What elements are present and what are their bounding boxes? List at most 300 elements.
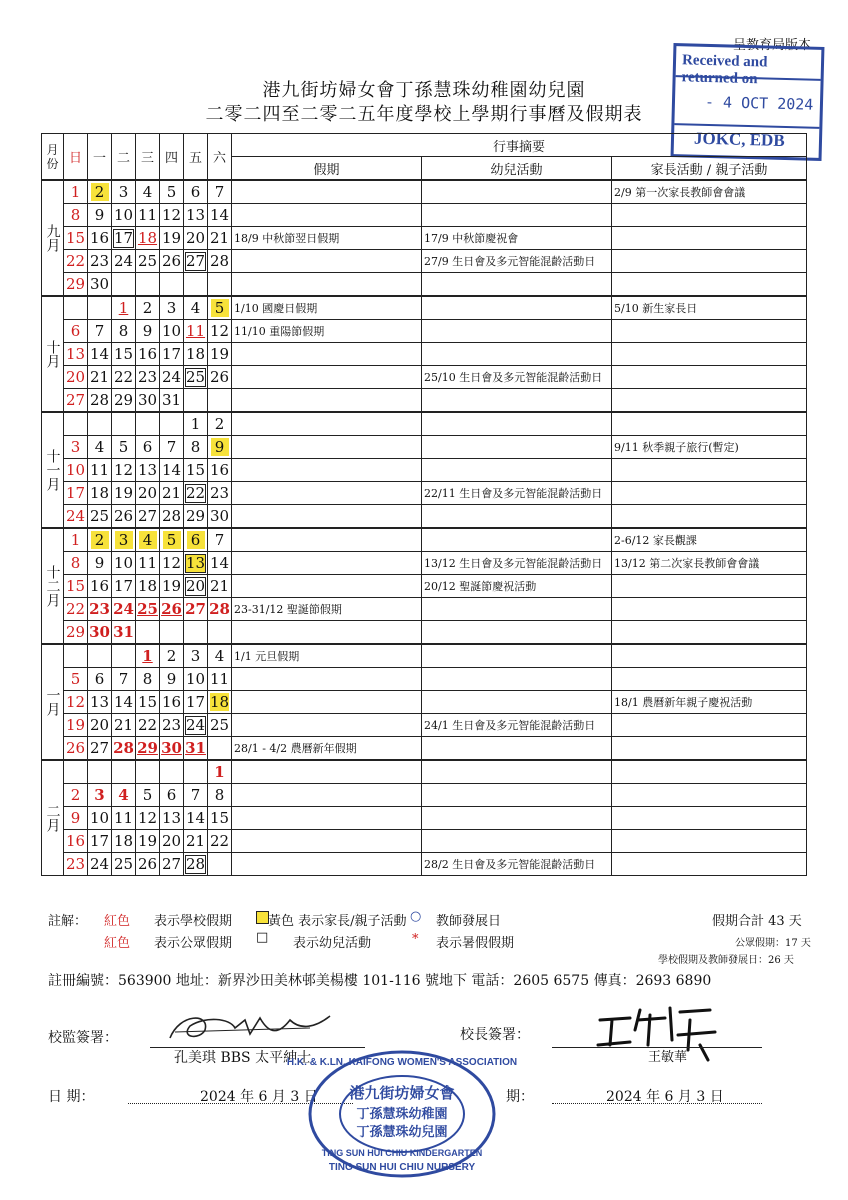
- day-cell: [136, 389, 160, 413]
- holiday-entry: [232, 691, 422, 714]
- day-cell: [208, 528, 232, 552]
- day-number: 2: [70, 786, 81, 804]
- day-cell: [64, 644, 88, 668]
- day-number: 28: [161, 507, 182, 525]
- day-cell: [64, 621, 88, 645]
- holiday-entry: [232, 505, 422, 529]
- day-number: 25: [137, 252, 158, 270]
- day-cell: [160, 737, 184, 761]
- activity-entry: [422, 296, 612, 320]
- day-header-thu: 四: [160, 134, 184, 181]
- day-cell: [88, 482, 112, 505]
- day-cell: [208, 621, 232, 645]
- day-number: 7: [94, 322, 105, 340]
- day-cell: [184, 760, 208, 784]
- day-number: 31: [161, 391, 182, 409]
- day-number: 25: [185, 367, 206, 386]
- day-number: 8: [190, 438, 201, 456]
- day-cell: [136, 830, 160, 853]
- day-number: 22: [185, 483, 206, 502]
- day-number: 23: [137, 368, 158, 386]
- day-number: 5: [142, 786, 153, 804]
- parent-activity-entry: [612, 204, 807, 227]
- week-row: [42, 575, 807, 598]
- day-cell: [160, 459, 184, 482]
- day-number: 19: [209, 345, 230, 363]
- activity-header: 幼兒活動: [422, 157, 612, 181]
- version-note: 呈教育局版本: [733, 38, 812, 53]
- day-cell: [64, 273, 88, 297]
- parent-activity-entry: 2-6/12 家長觀課: [612, 528, 807, 552]
- day-number: 10: [113, 554, 134, 572]
- day-cell: [88, 714, 112, 737]
- seal-outer-bottom: TING SUN HUI CHIU KINDERGARTEN: [321, 1148, 483, 1158]
- day-number: 20: [65, 368, 86, 386]
- day-number: 4: [94, 438, 105, 456]
- legend-summer-holiday-text: 表示暑假假期: [436, 936, 515, 951]
- day-cell: [136, 250, 160, 273]
- principal-name: 王敏華: [648, 1050, 688, 1065]
- parent-activity-entry: [612, 784, 807, 807]
- day-cell: [160, 552, 184, 575]
- holiday-header: 假期: [232, 157, 422, 181]
- activity-entry: 17/9 中秋節慶祝會: [422, 227, 612, 250]
- day-number: 16: [65, 832, 86, 850]
- day-cell: [136, 505, 160, 529]
- day-number: 4: [118, 786, 129, 804]
- day-cell: [112, 296, 136, 320]
- day-cell: [208, 389, 232, 413]
- day-number: 8: [142, 670, 153, 688]
- day-cell: [160, 668, 184, 691]
- day-cell: [160, 180, 184, 204]
- day-header-mon: 一: [88, 134, 112, 181]
- day-number: 7: [214, 183, 225, 201]
- day-cell: [208, 343, 232, 366]
- day-number: 25: [89, 507, 110, 525]
- holiday-entry: [232, 366, 422, 389]
- day-number: 22: [113, 368, 134, 386]
- week-row: [42, 505, 807, 529]
- activity-entry: 28/2 生日會及多元智能混齡活動日: [422, 853, 612, 876]
- day-cell: [112, 343, 136, 366]
- week-row: [42, 552, 807, 575]
- day-number: 3: [115, 531, 133, 549]
- day-number: 27: [185, 251, 206, 270]
- day-cell: [112, 412, 136, 436]
- day-cell: [112, 784, 136, 807]
- day-cell: [184, 575, 208, 598]
- parent-activity-entry: [612, 737, 807, 761]
- week-row: [42, 204, 807, 227]
- day-number: 10: [65, 461, 86, 479]
- day-number: 23: [65, 855, 86, 873]
- week-row: [42, 250, 807, 273]
- holiday-entry: 23-31/12 聖誕節假期: [232, 598, 422, 621]
- day-cell: [208, 366, 232, 389]
- day-number: 23: [89, 252, 110, 270]
- parent-activity-entry: [612, 366, 807, 389]
- day-number: 22: [137, 716, 158, 734]
- day-cell: [112, 180, 136, 204]
- parent-activity-entry: 9/11 秋季親子旅行(暫定): [612, 436, 807, 459]
- day-cell: [88, 598, 112, 621]
- day-number: 13: [89, 693, 110, 711]
- day-number: 12: [137, 809, 158, 827]
- day-number: 21: [89, 368, 110, 386]
- day-number: 13: [185, 206, 206, 224]
- parent-activity-entry: [612, 644, 807, 668]
- day-cell: [112, 436, 136, 459]
- day-cell: [112, 389, 136, 413]
- day-number: 9: [142, 322, 153, 340]
- day-cell: [88, 180, 112, 204]
- day-number: 17: [113, 577, 134, 595]
- day-number: 22: [65, 252, 86, 270]
- day-cell: [88, 227, 112, 250]
- day-cell: [184, 320, 208, 343]
- day-cell: [88, 204, 112, 227]
- day-number: 3: [190, 647, 201, 665]
- holiday-total: 假期合計 43 天: [712, 914, 802, 929]
- day-cell: [136, 737, 160, 761]
- day-number: 21: [209, 229, 230, 247]
- day-cell: [208, 784, 232, 807]
- day-cell: [184, 598, 208, 621]
- day-cell: [88, 621, 112, 645]
- day-number: 14: [161, 461, 182, 479]
- activity-entry: 25/10 生日會及多元智能混齡活動日: [422, 366, 612, 389]
- day-cell: [64, 528, 88, 552]
- day-cell: [88, 737, 112, 761]
- day-cell: [208, 273, 232, 297]
- day-cell: [208, 644, 232, 668]
- day-cell: [112, 830, 136, 853]
- day-cell: [136, 482, 160, 505]
- day-cell: [136, 366, 160, 389]
- day-cell: [88, 830, 112, 853]
- seal-line2: 丁孫慧珠幼稚園: [356, 1107, 448, 1122]
- day-cell: [160, 575, 184, 598]
- parent-activity-entry: [612, 830, 807, 853]
- day-number: 26: [137, 855, 158, 873]
- day-cell: [208, 412, 232, 436]
- day-cell: [208, 737, 232, 761]
- day-number: 12: [161, 554, 182, 572]
- day-number: 3: [94, 786, 105, 804]
- day-number: 13: [137, 461, 158, 479]
- holiday-entry: [232, 853, 422, 876]
- day-cell: [160, 714, 184, 737]
- day-cell: [88, 644, 112, 668]
- day-cell: [160, 621, 184, 645]
- date-right: 2024 年 6 月 3 日: [606, 1089, 724, 1105]
- day-cell: [64, 204, 88, 227]
- week-row: [42, 180, 807, 204]
- stamp-received-text: Received and returned on: [681, 52, 768, 88]
- day-number: 27: [65, 391, 86, 409]
- day-number: 25: [137, 600, 158, 618]
- seal-line1: 港九街坊婦女會: [349, 1084, 455, 1102]
- day-cell: [208, 714, 232, 737]
- day-cell: [184, 459, 208, 482]
- day-number: 13: [161, 809, 182, 827]
- day-cell: [64, 691, 88, 714]
- parent-activity-entry: [612, 389, 807, 413]
- day-cell: [136, 760, 160, 784]
- day-number: 3: [70, 438, 81, 456]
- day-cell: [64, 389, 88, 413]
- day-number: 24: [65, 507, 86, 525]
- day-cell: [208, 552, 232, 575]
- day-number: 10: [161, 322, 182, 340]
- day-cell: [136, 552, 160, 575]
- day-cell: [64, 760, 88, 784]
- day-cell: [184, 784, 208, 807]
- day-cell: [112, 250, 136, 273]
- day-cell: [88, 296, 112, 320]
- day-cell: [184, 436, 208, 459]
- holiday-entry: 1/10 國慶日假期: [232, 296, 422, 320]
- holiday-entry: 28/1 - 4/2 農曆新年假期: [232, 737, 422, 761]
- day-number: 26: [161, 252, 182, 270]
- day-number: 24: [113, 252, 134, 270]
- day-number: 25: [113, 855, 134, 873]
- day-number: 28: [185, 854, 206, 873]
- day-cell: [160, 807, 184, 830]
- day-cell: [64, 668, 88, 691]
- holiday-entry: [232, 830, 422, 853]
- day-cell: [160, 366, 184, 389]
- day-number: 1: [70, 183, 81, 201]
- day-cell: [112, 528, 136, 552]
- day-cell: [160, 528, 184, 552]
- legend-red-public: 紅色: [104, 936, 131, 951]
- day-cell: [208, 204, 232, 227]
- day-cell: [184, 482, 208, 505]
- day-cell: [64, 784, 88, 807]
- day-cell: [208, 760, 232, 784]
- day-cell: [64, 807, 88, 830]
- day-number: 17: [89, 832, 110, 850]
- holiday-entry: 11/10 重陽節假期: [232, 320, 422, 343]
- holiday-entry: [232, 528, 422, 552]
- day-cell: [136, 343, 160, 366]
- box-icon: □: [256, 930, 269, 945]
- date-line-right: [552, 1103, 762, 1104]
- day-cell: [112, 807, 136, 830]
- day-number: 11: [113, 809, 134, 827]
- parent-header: 家長活動 / 親子活動: [612, 157, 807, 181]
- day-number: 16: [161, 693, 182, 711]
- day-number: 19: [113, 484, 134, 502]
- parent-activity-entry: [612, 273, 807, 297]
- day-cell: [64, 250, 88, 273]
- day-cell: [160, 830, 184, 853]
- day-cell: [64, 598, 88, 621]
- week-row: [42, 482, 807, 505]
- day-cell: [136, 320, 160, 343]
- day-cell: [64, 482, 88, 505]
- parent-activity-entry: [612, 250, 807, 273]
- day-number: 27: [161, 855, 182, 873]
- day-cell: [112, 366, 136, 389]
- legend-school-holiday-text: 表示學校假期: [154, 914, 233, 929]
- day-cell: [64, 505, 88, 529]
- activity-entry: 13/12 生日會及多元智能混齡活動日: [422, 552, 612, 575]
- day-number: 30: [161, 739, 182, 757]
- week-row: [42, 760, 807, 784]
- day-number: 23: [161, 716, 182, 734]
- seal-bottom: TING SUN HUI CHIU NURSERY: [328, 1162, 476, 1173]
- day-cell: [112, 273, 136, 297]
- day-cell: [208, 296, 232, 320]
- day-number: 4: [214, 647, 225, 665]
- legend-child-activity-text: 表示幼兒活動: [293, 936, 372, 951]
- week-row: [42, 273, 807, 297]
- day-number: 5: [118, 438, 129, 456]
- day-cell: [64, 227, 88, 250]
- day-cell: [208, 807, 232, 830]
- day-header-wed: 三: [136, 134, 160, 181]
- holiday-entry: [232, 621, 422, 645]
- day-cell: [184, 366, 208, 389]
- day-number: 16: [89, 577, 110, 595]
- day-number: 13: [185, 553, 206, 572]
- day-cell: [88, 691, 112, 714]
- day-cell: [208, 180, 232, 204]
- day-cell: [160, 853, 184, 876]
- day-cell: [88, 436, 112, 459]
- day-number: 18: [137, 577, 158, 595]
- activity-entry: [422, 204, 612, 227]
- day-cell: [184, 412, 208, 436]
- month-header: 月份: [42, 134, 64, 181]
- day-cell: [112, 621, 136, 645]
- date-label-left: 日 期：: [48, 1089, 95, 1105]
- day-header-tue: 二: [112, 134, 136, 181]
- public-holiday-count: 公眾假期：17 天: [735, 938, 811, 949]
- parent-activity-entry: 13/12 第二次家長教師會會議: [612, 552, 807, 575]
- activity-entry: [422, 784, 612, 807]
- day-cell: [184, 227, 208, 250]
- activity-entry: [422, 621, 612, 645]
- day-cell: [160, 250, 184, 273]
- day-cell: [136, 436, 160, 459]
- day-cell: [64, 296, 88, 320]
- day-number: 14: [113, 693, 134, 711]
- day-number: 29: [185, 507, 206, 525]
- day-cell: [112, 737, 136, 761]
- day-number: 8: [118, 322, 129, 340]
- day-number: 25: [209, 716, 230, 734]
- supervisor-signature: [160, 1008, 360, 1048]
- day-cell: [112, 691, 136, 714]
- day-cell: [208, 505, 232, 529]
- holiday-entry: 1/1 元旦假期: [232, 644, 422, 668]
- week-row: [42, 737, 807, 761]
- legend-teacher-day-text: 教師發展日: [436, 914, 502, 929]
- day-number: 22: [65, 600, 86, 618]
- day-cell: [160, 343, 184, 366]
- activity-entry: [422, 273, 612, 297]
- day-number: 14: [209, 554, 230, 572]
- parent-activity-entry: [612, 575, 807, 598]
- day-number: 17: [185, 693, 206, 711]
- day-cell: [160, 691, 184, 714]
- day-number: 22: [209, 832, 230, 850]
- day-number: 6: [94, 670, 105, 688]
- day-cell: [112, 227, 136, 250]
- day-cell: [64, 343, 88, 366]
- day-cell: [208, 482, 232, 505]
- legend-yellow-text: 黃色 表示家長/親子活動: [268, 914, 407, 929]
- day-cell: [64, 459, 88, 482]
- day-cell: [136, 598, 160, 621]
- day-number: 11: [137, 206, 158, 224]
- week-row: [42, 830, 807, 853]
- day-cell: [184, 714, 208, 737]
- day-number: 6: [142, 438, 153, 456]
- day-cell: [160, 505, 184, 529]
- day-number: 18: [113, 832, 134, 850]
- day-cell: [160, 644, 184, 668]
- day-cell: [136, 227, 160, 250]
- day-cell: [88, 459, 112, 482]
- day-cell: [112, 598, 136, 621]
- parent-activity-entry: [612, 459, 807, 482]
- day-cell: [112, 459, 136, 482]
- day-cell: [184, 668, 208, 691]
- month-label: 十二月: [42, 528, 64, 644]
- week-row: [42, 320, 807, 343]
- month-label: 十一月: [42, 412, 64, 528]
- activity-entry: [422, 737, 612, 761]
- day-number: 20: [185, 576, 206, 595]
- parent-activity-entry: [612, 482, 807, 505]
- day-number: 28: [209, 600, 230, 618]
- day-cell: [136, 273, 160, 297]
- day-number: 15: [65, 577, 86, 595]
- day-cell: [88, 250, 112, 273]
- day-cell: [88, 668, 112, 691]
- day-number: 21: [161, 484, 182, 502]
- holiday-entry: [232, 552, 422, 575]
- day-cell: [88, 853, 112, 876]
- parent-activity-entry: 18/1 農曆新年親子慶祝活動: [612, 691, 807, 714]
- parent-activity-entry: [612, 598, 807, 621]
- day-cell: [64, 180, 88, 204]
- activity-entry: [422, 691, 612, 714]
- day-cell: [184, 204, 208, 227]
- day-number: 6: [70, 322, 81, 340]
- day-cell: [136, 691, 160, 714]
- school-seal: [286, 1048, 518, 1180]
- month-label: 二月: [42, 760, 64, 876]
- activity-entry: [422, 389, 612, 413]
- day-number: 20: [137, 484, 158, 502]
- day-cell: [112, 853, 136, 876]
- day-cell: [160, 389, 184, 413]
- day-cell: [184, 644, 208, 668]
- day-cell: [184, 621, 208, 645]
- day-cell: [64, 320, 88, 343]
- parent-activity-entry: [612, 320, 807, 343]
- parent-activity-entry: [612, 621, 807, 645]
- day-number: 8: [70, 554, 81, 572]
- day-number: 20: [89, 716, 110, 734]
- day-cell: [64, 436, 88, 459]
